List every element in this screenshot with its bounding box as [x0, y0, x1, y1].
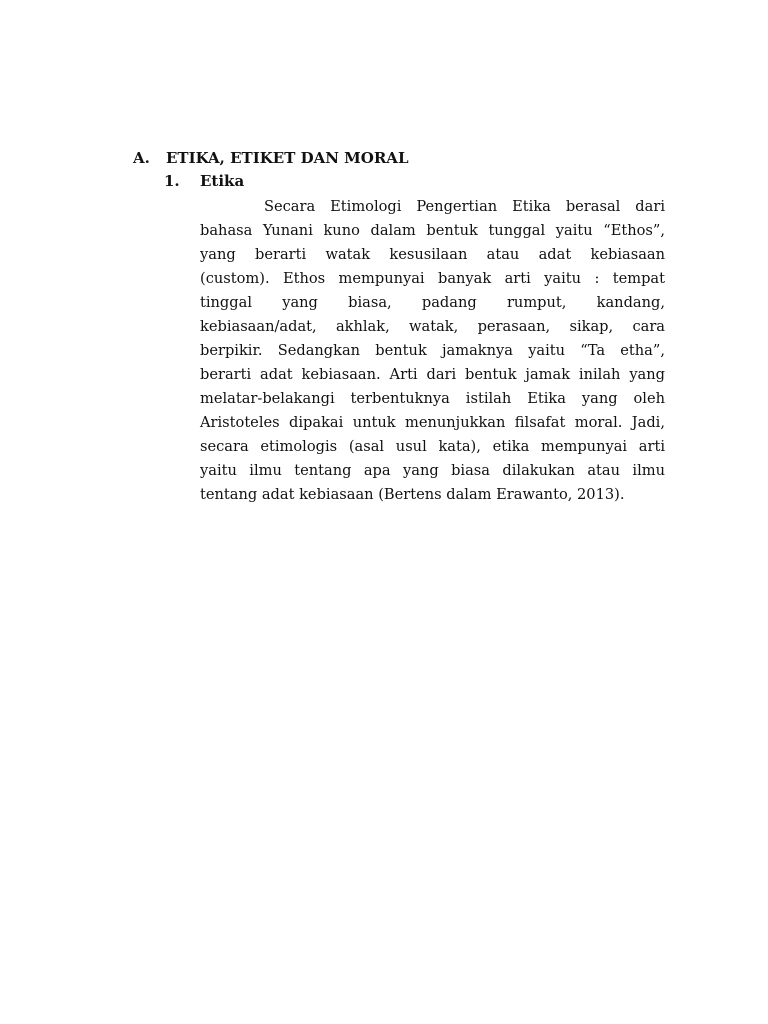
paragraph-line: tinggal yang biasa, padang rumput, kandang, [200, 294, 665, 311]
paragraph-line: Aristoteles dipakai untuk menunjukkan filsafat moral. Jadi, [200, 414, 665, 431]
section-marker: A. [133, 149, 150, 167]
paragraph-line: melatar-belakangi terbentuknya istilah Etika yang oleh [200, 390, 665, 407]
paragraph-line: bahasa Yunani kuno dalam bentuk tunggal yaitu “Ethos”, [200, 222, 665, 239]
paragraph-line: Secara Etimologi Pengertian Etika berasal dari [264, 198, 665, 215]
paragraph-line: yang berarti watak kesusilaan atau adat kebiasaan [200, 246, 665, 263]
paragraph-line: (custom). Ethos mempunyai banyak arti yaitu : tempat [200, 270, 665, 287]
paragraph-line: berpikir. Sedangkan bentuk jamaknya yaitu “Ta etha”, [200, 342, 665, 359]
paragraph-line: kebiasaan/adat, akhlak, watak, perasaan, sikap, cara [200, 318, 665, 335]
paragraph-line: yaitu ilmu tentang apa yang biasa dilakukan atau ilmu [200, 462, 665, 479]
paragraph-line: berarti adat kebiasaan. Arti dari bentuk jamak inilah yang [200, 366, 665, 383]
body-paragraph [200, 195, 665, 507]
paragraph-line: secara etimologis (asal usul kata), etika mempunyai arti [200, 438, 665, 455]
subsection-title: Etika [200, 172, 245, 190]
paragraph-line: tentang adat kebiasaan (Bertens dalam Erawanto, 2013). [200, 486, 625, 503]
section-heading [133, 148, 409, 168]
subsection-heading [164, 171, 244, 191]
subsection-marker: 1. [164, 172, 180, 190]
section-title: ETIKA, ETIKET DAN MORAL [166, 149, 409, 167]
